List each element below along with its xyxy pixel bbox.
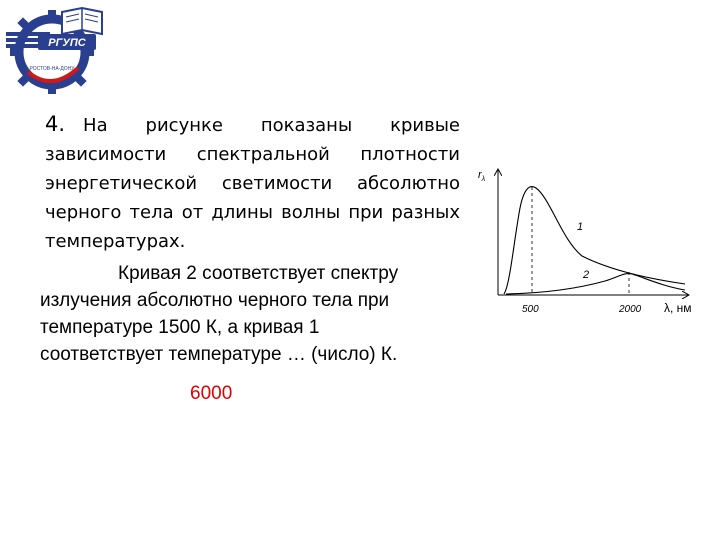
statement-line-1: Кривая 2 соответствует спектру: [118, 263, 399, 284]
curve-1: [504, 187, 685, 294]
logo-text: РГУПС: [48, 37, 86, 49]
spectrum-graph: [470, 160, 700, 320]
statement-line-3: температуре 1500 К, а кривая 1: [40, 317, 320, 338]
x-tick-500: 500: [522, 304, 539, 315]
statement-line-2: излучения абсолютно черного тела при: [40, 290, 390, 311]
curve-2: [506, 274, 685, 294]
curve-1-label: 1: [577, 221, 584, 233]
x-axis-label: λ, нм: [664, 301, 692, 315]
statement-line-4: соответствует температуре … (число) К.: [40, 344, 398, 365]
curve-2-label: 2: [583, 269, 590, 281]
y-axis-label: $r_\lambda$: [478, 169, 486, 183]
problem-body: На рисунке показаны кривые зависимости спектральной плотности энергетической светимости абсолютно черного тела от длины волны при разных температурах.: [45, 115, 460, 252]
problem-text: [45, 110, 460, 256]
x-tick-2000: 2000: [619, 304, 642, 315]
problem-number: 4.: [45, 112, 66, 136]
answer-text: 6000: [190, 383, 233, 404]
question-statement: [40, 260, 470, 368]
logo-subtext: РОСТОВ-НА-ДОНУ: [29, 66, 75, 72]
book-icon: [62, 8, 102, 34]
university-logo: [2, 2, 106, 94]
